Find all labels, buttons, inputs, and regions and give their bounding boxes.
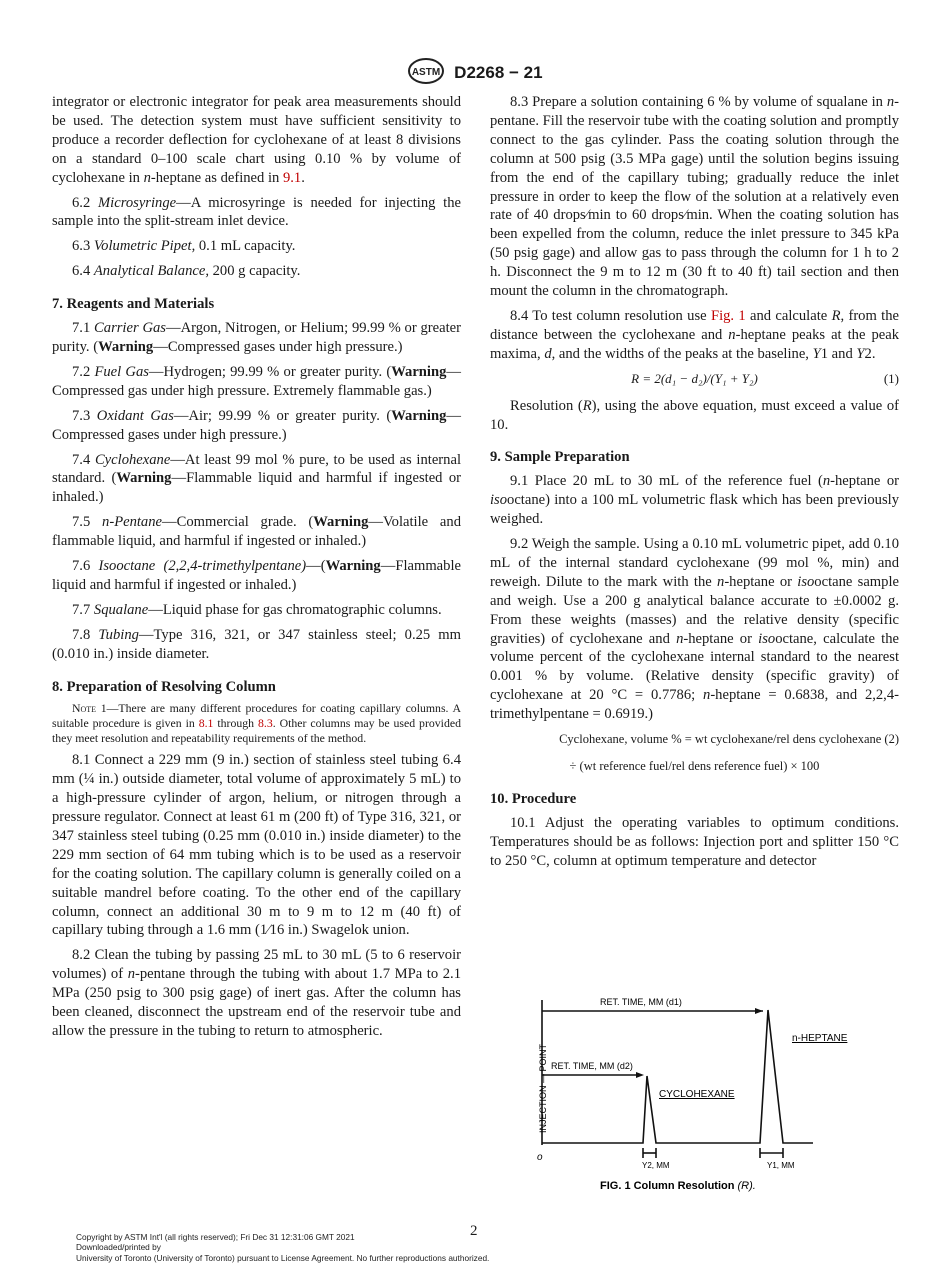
footer-line: University of Toronto (University of Toronto) pursuant to License Agreement. No further reproductions authorized. (76, 1252, 490, 1263)
paragraph (52, 751, 461, 940)
text-run: integrator or electronic integrator for peak area measurements should be used. The detection system must have sufficient sensitivity to produce a recorder deflection for cyclohexane of at least 8 divisions on a standard 0–100 scale chart using 0.10 % by volume of cyclohexane in (52, 94, 461, 186)
page-header (0, 58, 950, 84)
paragraph (52, 451, 461, 508)
text-run: 8. Preparation of Resolving Column (52, 678, 276, 695)
footer-line: Downloaded/printed by (76, 1242, 161, 1253)
text-run: n (886, 94, 895, 110)
text-run: —Flammable liquid and harmful if ingested or inhaled.) (52, 558, 461, 593)
text-run: octane) into a 100 mL volumetric flask which has been previously weighed. (490, 492, 899, 528)
text-run: , and the widths of the peaks at the baseline, (551, 345, 813, 362)
page-number: 2 (470, 1223, 478, 1239)
paragraph (490, 472, 899, 529)
text-run: and calculate (745, 307, 832, 324)
copyright-footer (76, 1232, 489, 1263)
equation (490, 370, 899, 389)
y2-label: Y2, MM (642, 1161, 670, 1170)
text-run: —There are many different procedures for coating capillary columns. A suitable procedure is given in (52, 701, 462, 731)
text-run: —Air; 99.99 % or greater purity. ( (173, 407, 392, 424)
text-run: Warning (98, 338, 154, 355)
text-run: 7.6 (72, 558, 99, 575)
text-run: . (871, 345, 876, 362)
text-run: n (676, 630, 684, 647)
d2-label: RET. TIME, MM (d2) (551, 1061, 633, 1071)
d1-label: RET. TIME, MM (d1) (600, 997, 682, 1007)
text-run: 9.1 Place 20 mL to 30 mL of the reference fuel ( (510, 473, 823, 490)
paragraph (52, 626, 461, 664)
text-run: Cyclohexane, volume % = wt cyclohexane/rel dens cyclohexane (2) (559, 732, 899, 747)
text-run: —Liquid phase for gas chromatographic columns. (148, 601, 442, 618)
text-run: 9. Sample Preparation (490, 449, 630, 466)
y1-label: Y1, MM (767, 1161, 795, 1170)
equation-number: (1) (883, 370, 899, 386)
right-column (490, 93, 899, 877)
section-heading (52, 678, 461, 697)
text-run: 7.5 (72, 514, 103, 531)
text-run: Volumetric Pipet, (93, 238, 196, 255)
text-run: octane, calculate the volume percent of the cyclohexane internal standard to the nearest 0.001 % by volume. (Relative density (specific gravity) of cyclohexane at 20 °C = 0.7786; (490, 630, 899, 704)
text-run: -heptane = 0.6838, and 2,2,4-trimethylpentane = 0.6919.) (490, 687, 899, 723)
heptane-label: n-HEPTANE (792, 1033, 848, 1044)
text-run: —Volatile and flammable liquid, and harmful if ingested or inhaled.) (52, 514, 461, 550)
text-run: —Argon, Nitrogen, or Helium; 99.99 % or greater purity. ( (52, 320, 461, 355)
figure-caption (600, 1180, 756, 1192)
text-run: ÷ (wt reference fuel/rel dens reference fuel) × 100 (569, 759, 820, 773)
text-run: -heptane or (830, 473, 900, 490)
paragraph (490, 535, 899, 724)
text-run: 7.1 (72, 320, 95, 337)
left-column (52, 93, 461, 1047)
paragraph (52, 262, 461, 281)
paragraph (52, 237, 461, 256)
text-run: 6.3 (72, 238, 94, 255)
text-run: R = 2(d₁ − d₂)/(Y₁ + Y₂) (631, 370, 758, 386)
standard-designation: D2268 − 21 (454, 63, 543, 82)
caption-r: (R). (737, 1180, 756, 1192)
paragraph (52, 93, 461, 188)
text-run: —A microsyringe is needed for injecting the sample into the split-stream inlet device. (52, 194, 462, 230)
text-run: Resolution ( (510, 397, 583, 414)
text-run: 8.1 Connect a 229 mm (9 in.) section of stainless steel tubing 6.4 mm (¼ in.) outside diameter, total volume of approximately 5 mL) to a high-pressure cylinder of argon, helium, or nitrogen through a pressure regulator. Connect at least 61 m (200 ft) of Type 316, 321, or 347 stainless steel tubing (0.25 mm (0.010 in.) inside diameter) to the 229 mm section of 64 mm tubing which is to be used as a reservoir for the coating solution. The capillary column is generally coiled on a suitable mandrel before coating. To the other end of the capillary column, connect an additional 30 m to 9 m to 12 m (40 ft) of capillary tubing through a 1.6 mm (1⁄16 in.) Swagelok union. (52, 752, 461, 939)
text-run: d (544, 345, 552, 362)
section-heading (52, 295, 461, 314)
astm-logo-icon (407, 58, 445, 84)
text-run: 9.2 Weigh the sample. Using a 0.10 mL volumetric pipet, add 0.10 mL of the internal standard cyclohexane (99 mol %, min) and reweigh. Dilute to the mark with the (490, 536, 899, 590)
text-run: 200 g capacity. (208, 263, 301, 280)
paragraph (52, 601, 461, 620)
text-run: -heptane or (683, 630, 759, 647)
text-run: 2 (864, 345, 872, 362)
text-run: . Other columns may be used provided they meet resolution and repeatability requirements of the method. (52, 716, 461, 745)
text-run: n (143, 169, 151, 186)
paragraph (490, 814, 899, 871)
text-run: Oxidant Gas (96, 407, 174, 424)
paragraph (490, 93, 899, 301)
text-run: Tubing (98, 626, 139, 643)
caption-text: FIG. 1 Column Resolution (600, 1180, 735, 1192)
text-run: 10.1 Adjust the operating variables to optimum conditions. Temperatures should be as follows: Injection port and splitter 150 °C to 250 °C, column at optimum temperature and detector (490, 814, 899, 869)
text-run: 7.3 (72, 407, 97, 424)
text-run: 8.2 Clean the tubing by passing 25 mL to 30 mL (5 to 6 reservoir volumes) of (52, 947, 461, 983)
text-run: ), using the above equation, must exceed a value of 10. (490, 397, 899, 433)
text-run: . (301, 169, 305, 186)
equation-continued (490, 757, 899, 776)
section-heading (490, 790, 899, 809)
text-run: Warning (313, 514, 369, 531)
text-run: n (822, 473, 831, 490)
text-run: -pentane through the tubing with about 1.7 MPa to 2.1 MPa (250 psig to 300 psig gage) of inert gas. After the column has been cleaned, disconnect the upstream end of the reservoir tube and allow the pressure in the tubing to return to atmospheric. (52, 966, 461, 1039)
text-run: 7.8 (72, 626, 99, 643)
cyclohexane-label: CYCLOHEXANE (659, 1089, 735, 1100)
section-heading (490, 448, 899, 467)
paragraph (52, 946, 461, 1041)
paragraph (490, 397, 899, 435)
paragraph (52, 513, 461, 551)
text-run: , from the distance between the cyclohexane and (490, 307, 899, 343)
text-run: -heptane as defined in (150, 169, 283, 186)
text-run: 0.1 mL capacity. (195, 238, 296, 255)
cross-reference-link[interactable]: 8.1 (198, 716, 214, 731)
paragraph (52, 319, 461, 357)
cross-reference-link[interactable]: 8.3 (257, 716, 273, 731)
text-run: R (831, 307, 841, 324)
text-run: 8.4 To test column resolution use (510, 307, 711, 324)
text-run: Cyclohexane (94, 451, 171, 468)
text-run: -pentane. Fill the reservoir tube with the coating solution and promptly connect to the gas cylinder. Pass the coating solution through the column at 500 psig (3.5 MPa gage) until the solution begins issuing from the end of the capillary tubing; gradually reduce the inlet pressure in order to keep the flow of the solution at a relatively even rate of 40 drops⁄min to 60 drops⁄min. When the coating solution has been expelled from the column, reduce the inlet pressure to 345 kPa (50 psig gage) and allow gas to pass through the column for 1 h to 2 h. Disconnect the 9 m to 12 m (30 ft to 40 ft) tail section and then mount the column in the chromatograph. (490, 94, 899, 300)
text-run: Warning (391, 407, 447, 424)
text-run: Warning (325, 558, 381, 575)
text-run: iso (758, 630, 776, 647)
text-run: Carrier Gas (94, 320, 166, 337)
text-run: Isooctane (2,2,4-trimethylpentane) (98, 558, 307, 575)
text-run: 7. Reagents and Materials (52, 296, 215, 313)
text-run: 10. Procedure (490, 790, 577, 807)
text-run: —Flammable liquid and harmful if ingested or inhaled.) (52, 470, 461, 506)
text-run: Warning (391, 363, 447, 380)
origin-label: o (537, 1152, 543, 1163)
text-run: -heptane peaks at the peak maxima, (490, 326, 899, 362)
text-run: iso (490, 492, 508, 509)
text-run: Y (812, 345, 821, 362)
text-run: Warning (116, 470, 172, 487)
text-run: —Compressed gases under high pressure.) (52, 407, 461, 443)
text-run: n (127, 966, 135, 983)
figure-column-resolution (520, 990, 900, 1200)
text-run: —At least 99 mol % pure, to be used as internal standard. ( (52, 451, 461, 487)
text-run: n-Pentane (102, 514, 163, 531)
text-run: n (703, 687, 711, 704)
text-run: n (728, 326, 736, 343)
text-run: octane sample and weigh. Use a 200 g analytical balance accurate to ±0.0002 g. From these weights (masses) and the relative density (specific gravities) of cyclohexane and (490, 573, 899, 647)
paragraph (490, 307, 899, 364)
text-run: 1 (820, 345, 829, 362)
cross-reference-link[interactable]: 9.1 (282, 169, 302, 186)
text-run: 7.2 (72, 363, 95, 380)
text-run: iso (797, 573, 815, 590)
cross-reference-link[interactable]: Fig. 1 (710, 307, 746, 324)
text-run: 8.3 Prepare a solution containing 6 % by volume of squalane in (510, 94, 887, 110)
equation (490, 730, 899, 749)
paragraph (52, 363, 461, 401)
text-run: 6.4 (72, 263, 94, 280)
text-run: —Compressed gases under high pressure.) (153, 338, 403, 355)
text-run: Y (856, 345, 865, 362)
footer-line: Copyright by ASTM Int'l (all rights reserved); Fri Dec 31 12:31:06 GMT 2021 (76, 1232, 355, 1242)
text-run: —Hydrogen; 99.99 % or greater purity. ( (148, 363, 392, 380)
text-run: —( (306, 558, 326, 575)
axis-label: INJECTION — POINT (538, 1043, 548, 1133)
text-run: Fuel Gas (94, 363, 149, 380)
text-run: Note 1 (72, 701, 107, 716)
paragraph (52, 194, 461, 232)
text-run: -heptane or (724, 573, 798, 590)
text-run: R (582, 397, 592, 414)
text-run: Microsyringe (98, 194, 177, 211)
note (52, 701, 461, 745)
paragraph (52, 557, 461, 595)
paragraph (52, 407, 461, 445)
text-run: —Type 316, 321, or 347 stainless steel; 0.25 mm (0.010 in.) inside diameter. (52, 626, 461, 662)
text-run: 6.2 (72, 194, 99, 211)
text-run: Squalane (93, 601, 149, 618)
text-run: n (717, 573, 725, 590)
text-run: —Compressed gas under high pressure. Extremely flammable gas.) (52, 363, 461, 399)
text-run: through (213, 716, 258, 731)
text-run: 7.4 (72, 451, 95, 468)
text-run: and (828, 345, 857, 362)
text-run: —Commercial grade. ( (162, 514, 314, 531)
text-run: Analytical Balance, (93, 263, 209, 280)
text-run: 7.7 (72, 601, 94, 618)
svg-text:ASTM: ASTM (412, 67, 441, 78)
